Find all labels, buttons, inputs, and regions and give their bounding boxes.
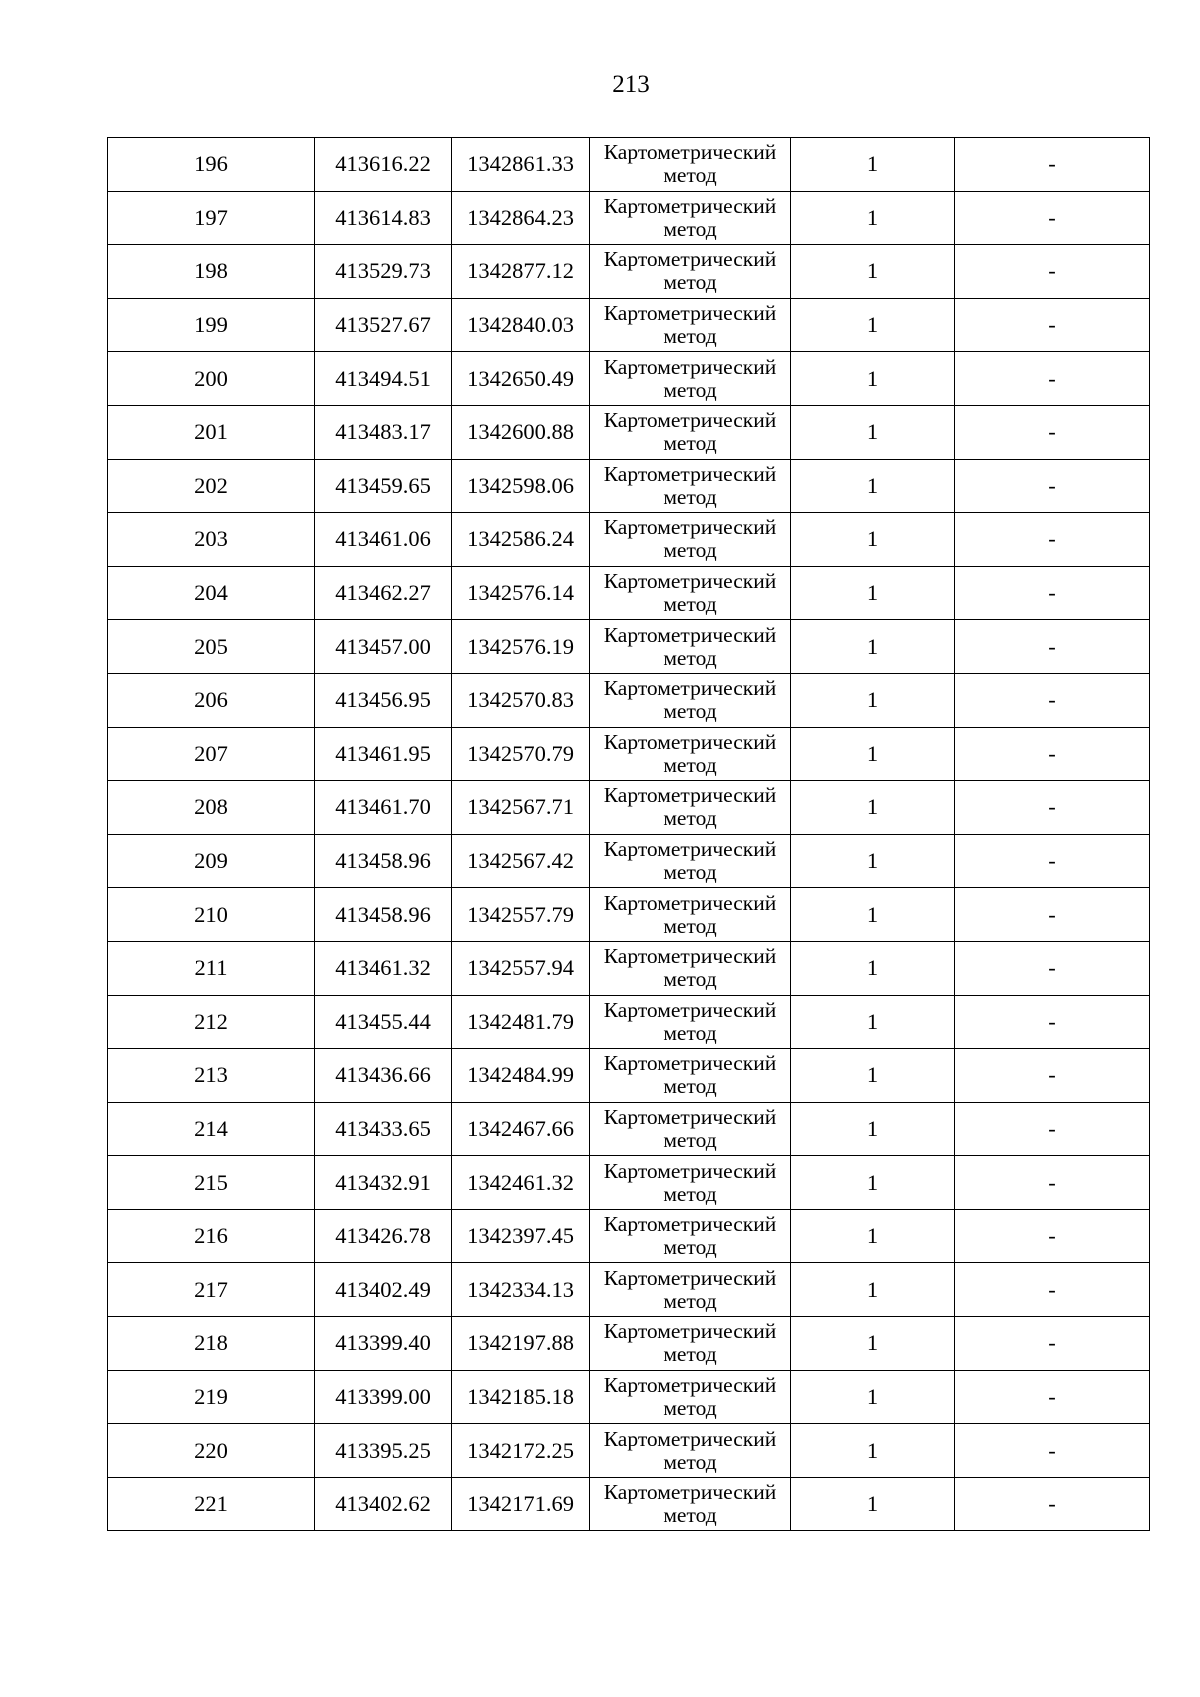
note-cell: - — [955, 888, 1150, 942]
method-cell — [590, 459, 791, 513]
point-number-cell: 204 — [108, 566, 315, 620]
method-line-2: метод — [663, 216, 717, 241]
point-number-cell: 210 — [108, 888, 315, 942]
point-number-cell: 206 — [108, 673, 315, 727]
y-coordinate-cell: 1342570.79 — [452, 727, 590, 781]
y-coordinate-cell: 1342600.88 — [452, 405, 590, 459]
table-row — [108, 673, 1150, 727]
note-cell: - — [955, 1370, 1150, 1424]
note-cell: - — [955, 298, 1150, 352]
y-coordinate-cell: 1342171.69 — [452, 1477, 590, 1531]
x-coordinate-cell: 413402.62 — [315, 1477, 452, 1531]
method-line-2: метод — [663, 806, 717, 831]
point-number-cell: 212 — [108, 995, 315, 1049]
point-number-cell: 203 — [108, 513, 315, 567]
accuracy-cell: 1 — [791, 245, 955, 299]
method-line-1: Картометрический — [603, 1319, 777, 1344]
point-number-cell: 219 — [108, 1370, 315, 1424]
table-row — [108, 405, 1150, 459]
method-line-1: Картометрический — [603, 783, 777, 808]
method-line-1: Картометрический — [603, 1104, 777, 1129]
table-row — [108, 1263, 1150, 1317]
point-number-cell: 198 — [108, 245, 315, 299]
x-coordinate-cell: 413527.67 — [315, 298, 452, 352]
accuracy-cell: 1 — [791, 191, 955, 245]
note-cell: - — [955, 138, 1150, 192]
method-line-2: метод — [663, 1127, 717, 1152]
method-line-2: метод — [663, 645, 717, 670]
accuracy-cell: 1 — [791, 781, 955, 835]
accuracy-cell: 1 — [791, 352, 955, 406]
point-number-cell: 213 — [108, 1049, 315, 1103]
method-line-1: Картометрический — [603, 997, 777, 1022]
y-coordinate-cell: 1342467.66 — [452, 1102, 590, 1156]
y-coordinate-cell: 1342840.03 — [452, 298, 590, 352]
table-row — [108, 1370, 1150, 1424]
y-coordinate-cell: 1342650.49 — [452, 352, 590, 406]
y-coordinate-cell: 1342197.88 — [452, 1317, 590, 1371]
method-line-2: метод — [663, 860, 717, 885]
method-line-1: Картометрический — [603, 622, 777, 647]
note-cell: - — [955, 1477, 1150, 1531]
method-line-2: метод — [663, 592, 717, 617]
method-line-1: Картометрический — [603, 193, 777, 218]
y-coordinate-cell: 1342172.25 — [452, 1424, 590, 1478]
x-coordinate-cell: 413399.40 — [315, 1317, 452, 1371]
method-line-1: Картометрический — [603, 729, 777, 754]
y-coordinate-cell: 1342481.79 — [452, 995, 590, 1049]
table-row — [108, 727, 1150, 781]
method-line-2: метод — [663, 1503, 717, 1528]
accuracy-cell: 1 — [791, 727, 955, 781]
method-cell — [590, 995, 791, 1049]
accuracy-cell: 1 — [791, 995, 955, 1049]
coordinates-table — [107, 137, 1150, 1531]
accuracy-cell: 1 — [791, 513, 955, 567]
method-line-2: метод — [663, 1235, 717, 1260]
point-number-cell: 202 — [108, 459, 315, 513]
table-row — [108, 834, 1150, 888]
x-coordinate-cell: 413436.66 — [315, 1049, 452, 1103]
method-line-2: метод — [663, 431, 717, 456]
y-coordinate-cell: 1342185.18 — [452, 1370, 590, 1424]
note-cell: - — [955, 620, 1150, 674]
table-row — [108, 566, 1150, 620]
accuracy-cell: 1 — [791, 1370, 955, 1424]
accuracy-cell: 1 — [791, 1477, 955, 1531]
method-cell — [590, 513, 791, 567]
note-cell: - — [955, 1317, 1150, 1371]
method-line-2: метод — [663, 1288, 717, 1313]
method-cell — [590, 191, 791, 245]
note-cell: - — [955, 459, 1150, 513]
y-coordinate-cell: 1342557.79 — [452, 888, 590, 942]
x-coordinate-cell: 413458.96 — [315, 834, 452, 888]
point-number-cell: 209 — [108, 834, 315, 888]
x-coordinate-cell: 413455.44 — [315, 995, 452, 1049]
method-line-1: Картометрический — [603, 515, 777, 540]
method-line-2: метод — [663, 913, 717, 938]
note-cell: - — [955, 245, 1150, 299]
page-number: 213 — [612, 71, 650, 98]
table-row — [108, 1209, 1150, 1263]
point-number-cell: 200 — [108, 352, 315, 406]
table-row — [108, 1156, 1150, 1210]
accuracy-cell: 1 — [791, 566, 955, 620]
method-cell — [590, 1477, 791, 1531]
method-cell — [590, 405, 791, 459]
method-line-1: Картометрический — [603, 247, 777, 272]
x-coordinate-cell: 413399.00 — [315, 1370, 452, 1424]
note-cell: - — [955, 727, 1150, 781]
note-cell: - — [955, 1424, 1150, 1478]
method-line-1: Картометрический — [603, 301, 777, 326]
note-cell: - — [955, 1102, 1150, 1156]
method-cell — [590, 1370, 791, 1424]
x-coordinate-cell: 413395.25 — [315, 1424, 452, 1478]
x-coordinate-cell: 413616.22 — [315, 138, 452, 192]
method-cell — [590, 1049, 791, 1103]
table-row — [108, 781, 1150, 835]
point-number-cell: 205 — [108, 620, 315, 674]
method-line-2: метод — [663, 324, 717, 349]
method-line-2: метод — [663, 1449, 717, 1474]
accuracy-cell: 1 — [791, 1424, 955, 1478]
point-number-cell: 216 — [108, 1209, 315, 1263]
method-cell — [590, 352, 791, 406]
y-coordinate-cell: 1342576.14 — [452, 566, 590, 620]
accuracy-cell: 1 — [791, 1102, 955, 1156]
method-cell — [590, 834, 791, 888]
method-line-2: метод — [663, 1395, 717, 1420]
method-line-2: метод — [663, 163, 717, 188]
note-cell: - — [955, 405, 1150, 459]
method-line-1: Картометрический — [603, 1372, 777, 1397]
method-line-2: метод — [663, 699, 717, 724]
method-line-1: Картометрический — [603, 408, 777, 433]
note-cell: - — [955, 1049, 1150, 1103]
x-coordinate-cell: 413529.73 — [315, 245, 452, 299]
note-cell: - — [955, 1156, 1150, 1210]
note-cell: - — [955, 941, 1150, 995]
method-line-1: Картометрический — [603, 461, 777, 486]
y-coordinate-cell: 1342877.12 — [452, 245, 590, 299]
table-row — [108, 1102, 1150, 1156]
y-coordinate-cell: 1342557.94 — [452, 941, 590, 995]
method-line-2: метод — [663, 752, 717, 777]
x-coordinate-cell: 413614.83 — [315, 191, 452, 245]
note-cell: - — [955, 1209, 1150, 1263]
accuracy-cell: 1 — [791, 888, 955, 942]
y-coordinate-cell: 1342598.06 — [452, 459, 590, 513]
method-line-2: метод — [663, 1181, 717, 1206]
note-cell: - — [955, 834, 1150, 888]
point-number-cell: 208 — [108, 781, 315, 835]
method-cell — [590, 888, 791, 942]
accuracy-cell: 1 — [791, 673, 955, 727]
method-cell — [590, 1263, 791, 1317]
x-coordinate-cell: 413462.27 — [315, 566, 452, 620]
accuracy-cell: 1 — [791, 1317, 955, 1371]
accuracy-cell: 1 — [791, 405, 955, 459]
x-coordinate-cell: 413457.00 — [315, 620, 452, 674]
x-coordinate-cell: 413461.70 — [315, 781, 452, 835]
method-line-2: метод — [663, 1020, 717, 1045]
note-cell: - — [955, 781, 1150, 835]
method-cell — [590, 1102, 791, 1156]
method-cell — [590, 566, 791, 620]
table-row — [108, 513, 1150, 567]
x-coordinate-cell: 413433.65 — [315, 1102, 452, 1156]
y-coordinate-cell: 1342861.33 — [452, 138, 590, 192]
table-row — [108, 352, 1150, 406]
x-coordinate-cell: 413456.95 — [315, 673, 452, 727]
method-line-2: метод — [663, 538, 717, 563]
table-row — [108, 298, 1150, 352]
y-coordinate-cell: 1342461.32 — [452, 1156, 590, 1210]
x-coordinate-cell: 413459.65 — [315, 459, 452, 513]
method-line-2: метод — [663, 1342, 717, 1367]
note-cell: - — [955, 673, 1150, 727]
point-number-cell: 218 — [108, 1317, 315, 1371]
point-number-cell: 197 — [108, 191, 315, 245]
table-row — [108, 138, 1150, 192]
note-cell: - — [955, 995, 1150, 1049]
accuracy-cell: 1 — [791, 1049, 955, 1103]
method-line-1: Картометрический — [603, 837, 777, 862]
point-number-cell: 217 — [108, 1263, 315, 1317]
point-number-cell: 199 — [108, 298, 315, 352]
method-cell — [590, 138, 791, 192]
accuracy-cell: 1 — [791, 941, 955, 995]
x-coordinate-cell: 413432.91 — [315, 1156, 452, 1210]
method-line-1: Картометрический — [603, 1265, 777, 1290]
method-cell — [590, 1424, 791, 1478]
point-number-cell: 220 — [108, 1424, 315, 1478]
method-line-2: метод — [663, 377, 717, 402]
y-coordinate-cell: 1342567.42 — [452, 834, 590, 888]
method-line-1: Картометрический — [603, 1426, 777, 1451]
table-row — [108, 191, 1150, 245]
point-number-cell: 214 — [108, 1102, 315, 1156]
method-line-1: Картометрический — [603, 354, 777, 379]
method-cell — [590, 1209, 791, 1263]
method-line-2: метод — [663, 270, 717, 295]
point-number-cell: 196 — [108, 138, 315, 192]
point-number-cell: 221 — [108, 1477, 315, 1531]
note-cell: - — [955, 513, 1150, 567]
note-cell: - — [955, 566, 1150, 620]
accuracy-cell: 1 — [791, 459, 955, 513]
point-number-cell: 201 — [108, 405, 315, 459]
method-line-1: Картометрический — [603, 1212, 777, 1237]
point-number-cell: 211 — [108, 941, 315, 995]
x-coordinate-cell: 413461.06 — [315, 513, 452, 567]
method-line-1: Картометрический — [603, 890, 777, 915]
y-coordinate-cell: 1342570.83 — [452, 673, 590, 727]
table-row — [108, 620, 1150, 674]
method-cell — [590, 781, 791, 835]
x-coordinate-cell: 413494.51 — [315, 352, 452, 406]
x-coordinate-cell: 413426.78 — [315, 1209, 452, 1263]
accuracy-cell: 1 — [791, 298, 955, 352]
method-line-1: Картометрический — [603, 569, 777, 594]
method-cell — [590, 620, 791, 674]
coordinates-table-body — [108, 138, 1150, 1531]
table-row — [108, 1049, 1150, 1103]
table-row — [108, 941, 1150, 995]
accuracy-cell: 1 — [791, 1263, 955, 1317]
table-row — [108, 1317, 1150, 1371]
table-row — [108, 1477, 1150, 1531]
accuracy-cell: 1 — [791, 138, 955, 192]
method-cell — [590, 1317, 791, 1371]
accuracy-cell: 1 — [791, 1209, 955, 1263]
method-cell — [590, 673, 791, 727]
x-coordinate-cell: 413402.49 — [315, 1263, 452, 1317]
y-coordinate-cell: 1342397.45 — [452, 1209, 590, 1263]
y-coordinate-cell: 1342334.13 — [452, 1263, 590, 1317]
x-coordinate-cell: 413483.17 — [315, 405, 452, 459]
method-line-1: Картометрический — [603, 676, 777, 701]
accuracy-cell: 1 — [791, 620, 955, 674]
method-cell — [590, 727, 791, 781]
y-coordinate-cell: 1342567.71 — [452, 781, 590, 835]
table-row — [108, 888, 1150, 942]
method-cell — [590, 941, 791, 995]
table-row — [108, 1424, 1150, 1478]
table-row — [108, 245, 1150, 299]
method-line-1: Картометрический — [603, 1051, 777, 1076]
point-number-cell: 215 — [108, 1156, 315, 1210]
y-coordinate-cell: 1342576.19 — [452, 620, 590, 674]
y-coordinate-cell: 1342864.23 — [452, 191, 590, 245]
method-line-2: метод — [663, 1074, 717, 1099]
table-row — [108, 459, 1150, 513]
method-line-2: метод — [663, 484, 717, 509]
method-line-2: метод — [663, 967, 717, 992]
method-cell — [590, 1156, 791, 1210]
y-coordinate-cell: 1342586.24 — [452, 513, 590, 567]
y-coordinate-cell: 1342484.99 — [452, 1049, 590, 1103]
note-cell: - — [955, 191, 1150, 245]
method-line-1: Картометрический — [603, 944, 777, 969]
point-number-cell: 207 — [108, 727, 315, 781]
note-cell: - — [955, 352, 1150, 406]
table-row — [108, 995, 1150, 1049]
accuracy-cell: 1 — [791, 834, 955, 888]
method-line-1: Картометрический — [603, 140, 777, 165]
x-coordinate-cell: 413458.96 — [315, 888, 452, 942]
method-line-1: Картометрический — [603, 1480, 777, 1505]
method-cell — [590, 245, 791, 299]
note-cell: - — [955, 1263, 1150, 1317]
x-coordinate-cell: 413461.32 — [315, 941, 452, 995]
method-line-1: Картометрический — [603, 1158, 777, 1183]
method-cell — [590, 298, 791, 352]
x-coordinate-cell: 413461.95 — [315, 727, 452, 781]
accuracy-cell: 1 — [791, 1156, 955, 1210]
